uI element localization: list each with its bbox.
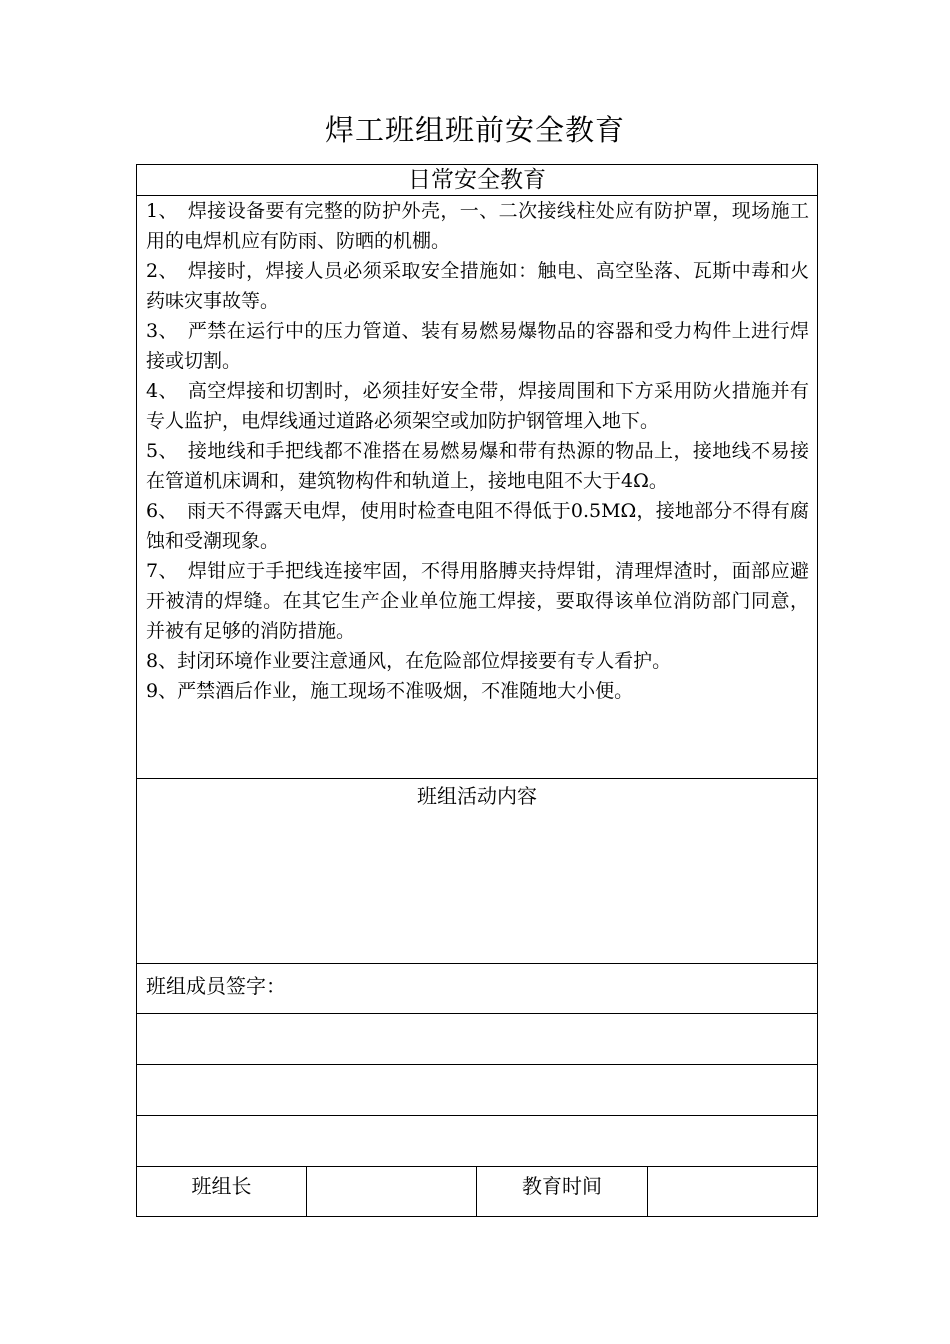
activity-row [137,779,818,964]
safety-education-form [136,164,818,1217]
signature-blank-line-2[interactable] [137,1065,818,1116]
rule-item-3: 3、 严禁在运行中的压力管道、装有易燃易爆物品的容器和受力构件上进行焊接或切割。 [146,320,809,372]
daily-heading: 日常安全教育 [137,165,818,196]
rule-item-8: 8、封闭环境作业要注意通风，在危险部位焊接要有专人看护。 [146,650,672,672]
document-title: 焊工班组班前安全教育 [324,113,625,147]
footer-row [137,1167,818,1217]
signature-blank-line-3[interactable] [137,1116,818,1167]
rule-item-4: 4、 高空焊接和切割时，必须挂好安全带，焊接周围和下方采用防火措施并有专人监护，电焊线通过道路必须架空或加防护钢管埋入地下。 [146,380,809,432]
activity-heading: 班组活动内容 [417,784,537,808]
signature-blank-line-1[interactable] [137,1014,818,1065]
activity-content-area[interactable] [137,779,818,964]
rule-item-2: 2、 焊接时，焊接人员必须采取安全措施如：触电、高空坠落、瓦斯中毒和火药味灾事故等。 [146,260,809,312]
rule-item-6: 6、 雨天不得露天电焊，使用时检查电阻不得低于0.5MΩ，接地部分不得有腐蚀和受潮现象。 [146,500,809,552]
daily-rules-row [137,196,818,779]
team-leader-field[interactable] [307,1167,477,1217]
education-time-field[interactable] [648,1167,818,1217]
rule-item-1: 1、 焊接设备要有完整的防护外壳，一、二次接线柱处应有防护罩，现场施工用的电焊机应有防雨、防晒的机棚。 [146,200,809,252]
rule-item-7: 7、 焊钳应于手把线连接牢固，不得用胳膊夹持焊钳，清理焊渣时，面部应避开被清的焊缝。在其它生产企业单位施工焊接，要取得该单位消防部门同意，并被有足够的消防措施。 [146,560,809,642]
team-leader-label: 班组长 [137,1167,307,1217]
rule-item-9: 9、严禁酒后作业，施工现场不准吸烟，不准随地大小便。 [146,680,634,702]
signature-row [137,964,818,1014]
daily-rules-list [137,196,818,779]
signature-blank-row [137,1116,818,1167]
education-time-label: 教育时间 [477,1167,648,1217]
daily-heading-row [137,165,818,196]
signature-blank-row [137,1014,818,1065]
signature-label: 班组成员签字： [137,964,818,1014]
rule-item-5: 5、 接地线和手把线都不准搭在易燃易爆和带有热源的物品上，接地线不易接在管道机床调和，建筑物构件和轨道上，接地电阻不大于4Ω。 [146,440,809,492]
signature-blank-row [137,1065,818,1116]
